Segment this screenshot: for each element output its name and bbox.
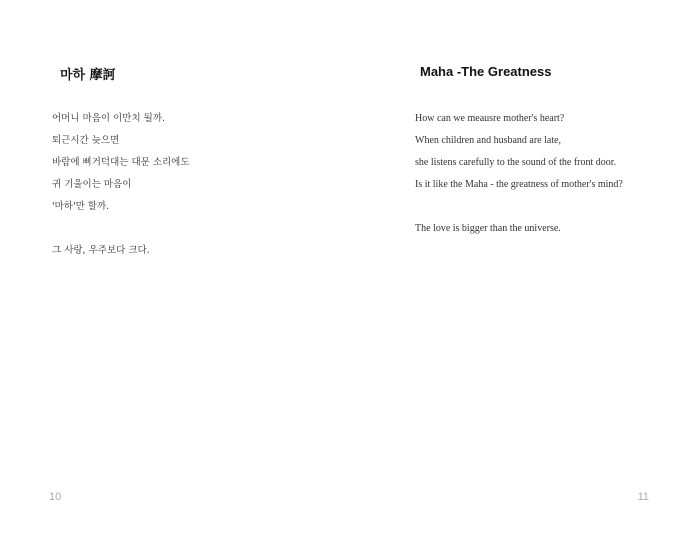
stanza-break [415,196,623,218]
poem-line: How can we meausre mother's heart? [415,113,565,124]
english-title: Maha -The Greatness [420,64,552,79]
poem-line: 귀 기울이는 마음이 [52,179,132,190]
poem-line: When children and husband are late, [415,135,562,146]
page-number-left: 10 [49,491,62,503]
korean-title: 마하 摩訶 [60,68,116,83]
poem-line: '마하'만 할까. [52,201,110,212]
right-page [350,0,700,544]
page-number-right: 11 [637,491,649,503]
poem-line: 바람에 삐거덕대는 대문 소리에도 [52,157,190,168]
poem-line: The love is bigger than the universe. [415,223,561,234]
stanza-break [52,218,190,240]
poem-line: 퇴근시간 늦으면 [52,135,120,146]
poem-line: Is it like the Maha - the greatness of mother's mind? [415,179,623,190]
poem-line: 그 사랑, 우주보다 크다. [52,245,150,256]
korean-poem [52,108,190,262]
poem-line: 어머니 마음이 이만치 될까. [52,113,166,124]
poem-line: she listens carefully to the sound of the front door. [415,157,617,168]
english-poem [415,108,623,240]
